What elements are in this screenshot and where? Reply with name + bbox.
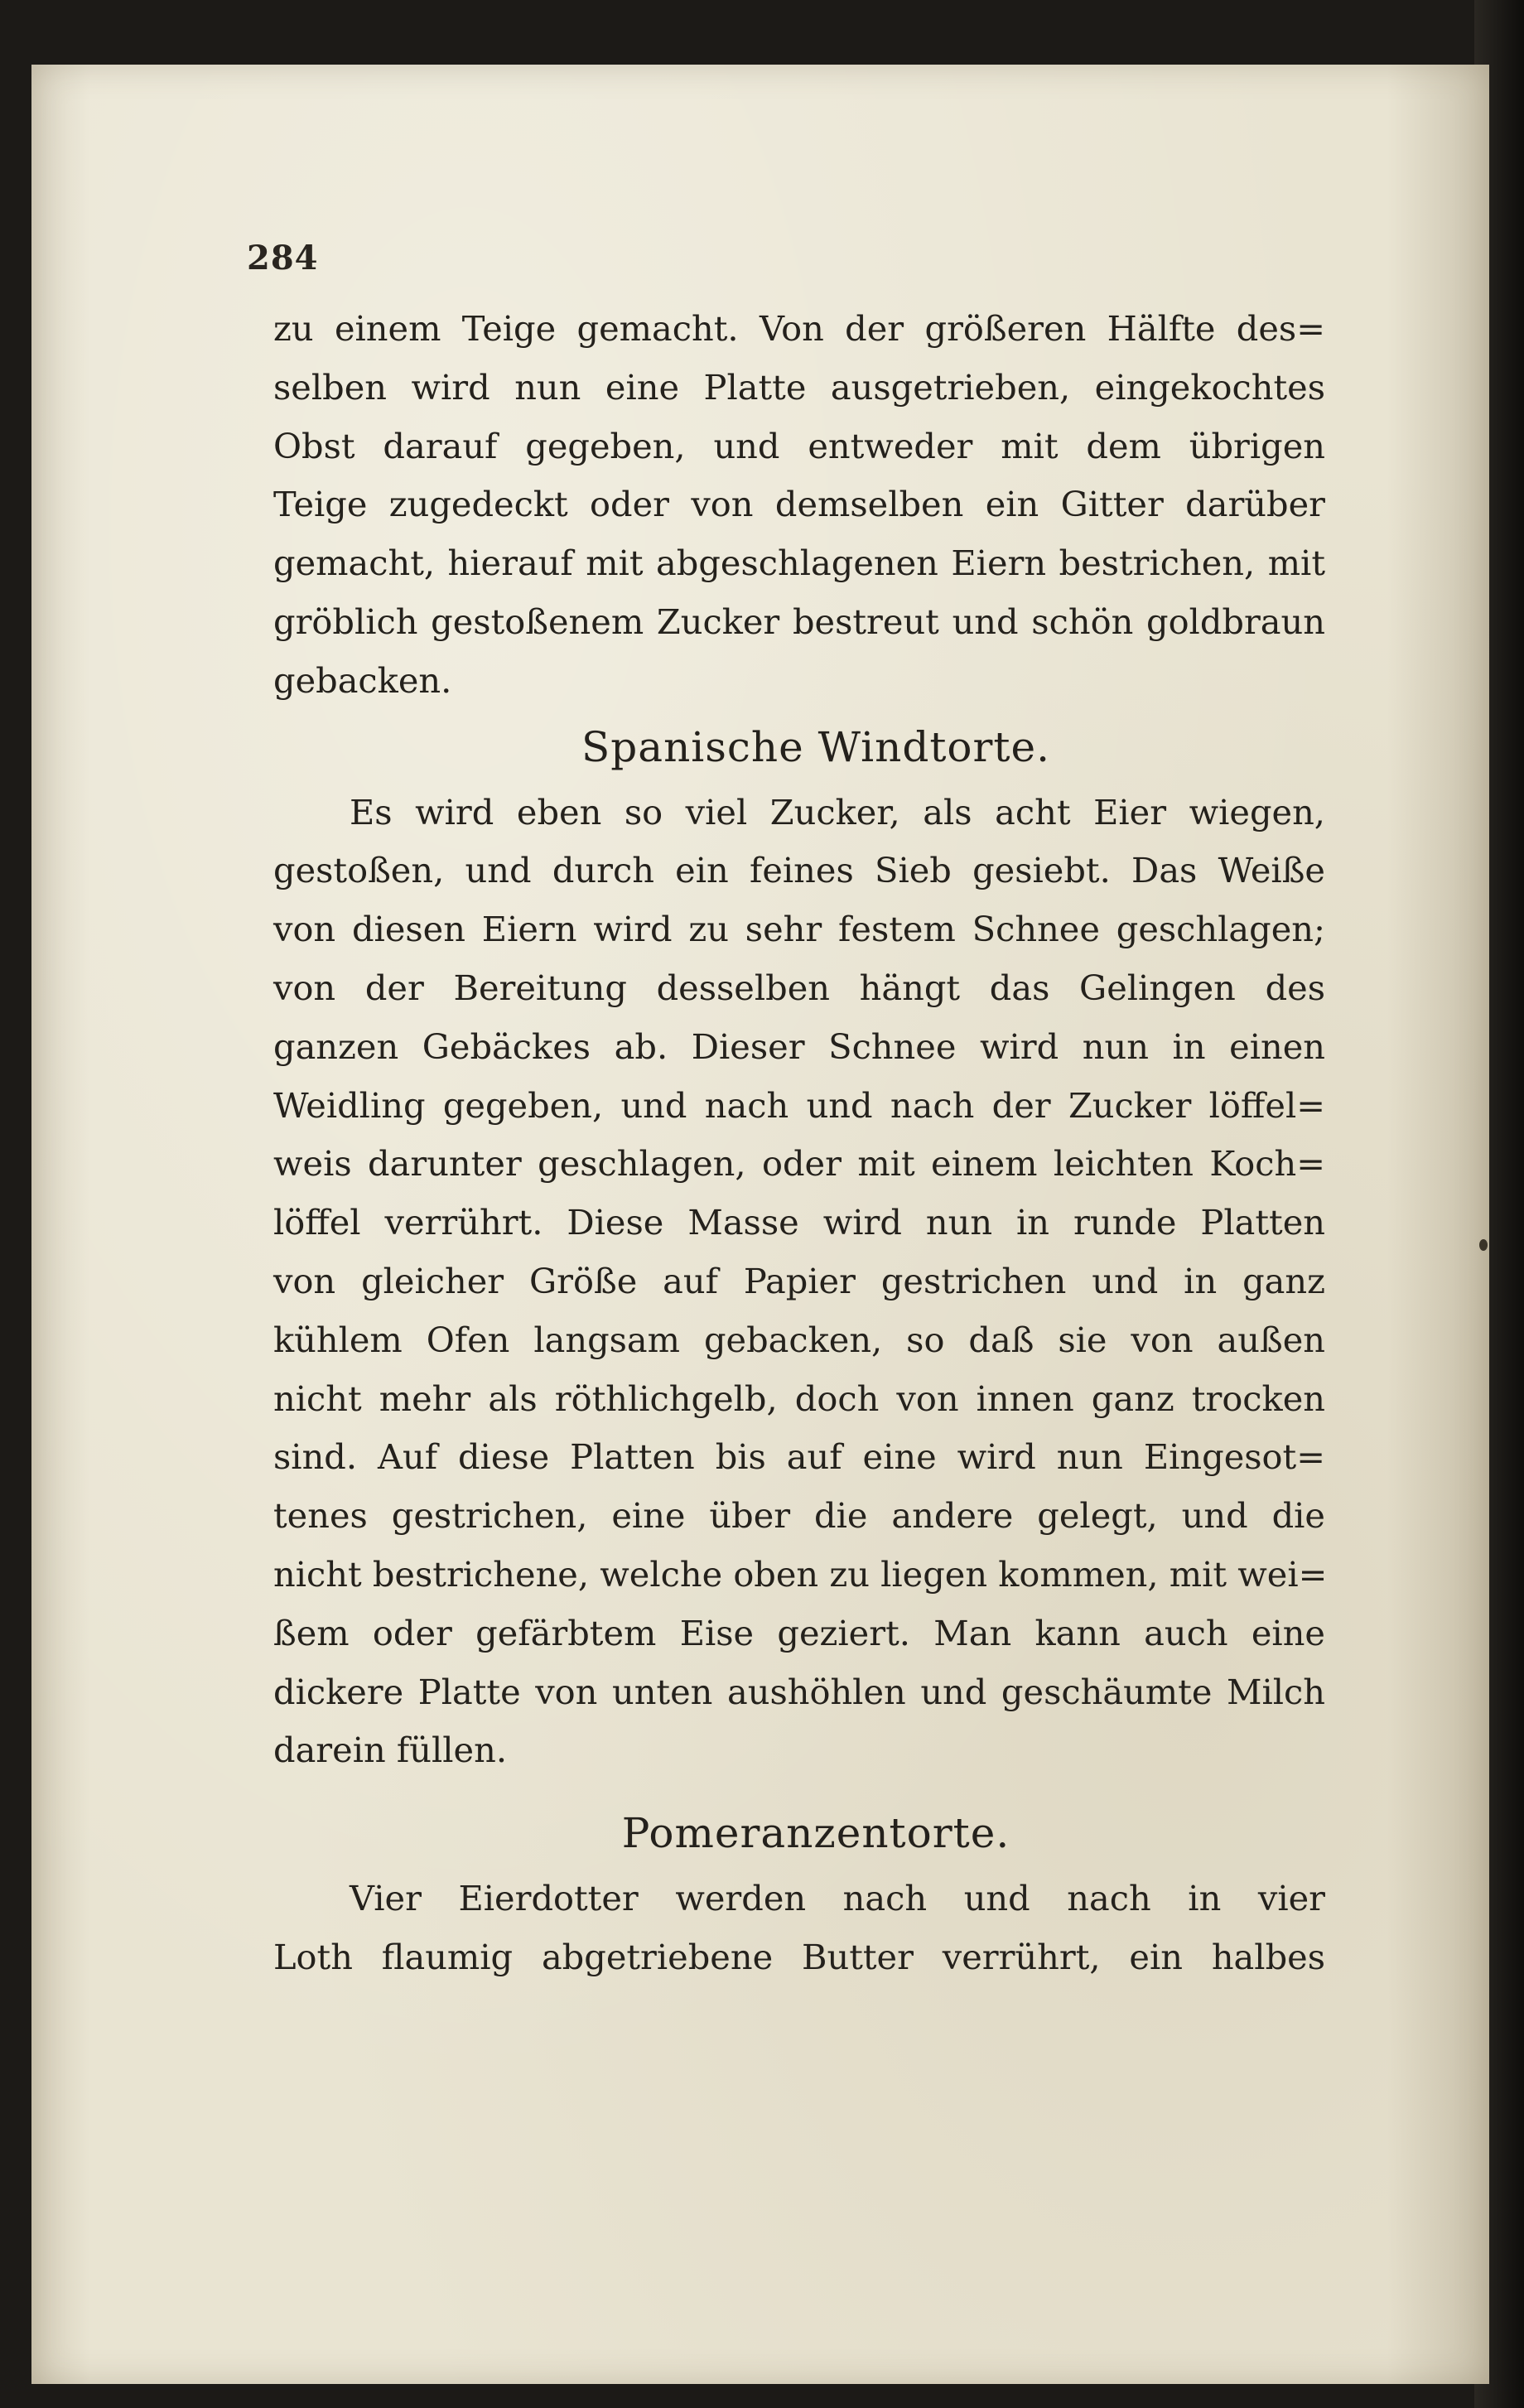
paragraph-intro [273,300,1325,711]
text-line: Obst darauf gegeben, und entweder mit dem übrigen [273,425,1325,466]
text-line: ganzen Gebäckes ab. Dieser Schnee wird nun in einen [273,1025,1325,1067]
text-line: tenes gestrichen, eine über die andere gelegt, und die [273,1495,1325,1537]
paragraph-pomeranzentorte [273,1870,1325,1987]
text-line: von diesen Eiern wird zu sehr festem Schnee geschlagen; [273,909,1325,950]
text-line: von der Bereitung desselben hängt das Gelingen des [273,967,1325,1008]
text-line: selben wird nun eine Platte ausgetrieben, eingekochtes [273,366,1325,408]
text-line: Vier Eierdotter werden nach und nach in vier [350,1878,1325,1919]
text-line: gestoßen, und durch ein feines Sieb gesiebt. Das Weiße [273,850,1325,891]
text-line: Teige zugedeckt oder von demselben ein Gitter darüber [273,484,1325,525]
page-number: 284 [247,239,319,277]
text-line: von gleicher Größe auf Papier gestrichen und in ganz [273,1260,1325,1301]
text-line: nicht mehr als röthlichgelb, doch von innen ganz trocken [273,1378,1325,1419]
page-text [273,300,1328,1987]
text-line: zu einem Teige gemacht. Von der größeren Hälfte des= [273,308,1325,349]
text-line: weis darunter geschlagen, oder mit einem leichten Koch= [273,1143,1325,1185]
text-line: ßem oder gefärbtem Eise geziert. Man kann auch eine [273,1612,1325,1653]
text-line: Loth flaumig abgetriebene Butter verrührt, ein halbes [273,1936,1325,1977]
text-line: darein füllen. [273,1730,508,1771]
text-line: nicht bestrichene, welche oben zu liegen kommen, mit wei= [273,1553,1328,1595]
text-line: gröblich gestoßenem Zucker bestreut und schön goldbraun [273,601,1325,642]
text-line: Es wird eben so viel Zucker, als acht Eier wiegen, [350,791,1325,832]
recipe-heading-windtorte: Spanische Windtorte. [581,722,1050,771]
paragraph-windtorte [273,784,1328,1781]
text-line: kühlem Ofen langsam gebacken, so daß sie von außen [273,1319,1325,1360]
ink-speck [1479,1239,1488,1251]
text-line: gebacken. [273,659,452,701]
text-line: sind. Auf diese Platten bis auf eine wird nun Eingesot= [273,1436,1325,1478]
recipe-heading-pomeranzentorte: Pomeranzentorte. [621,1809,1010,1858]
text-line: löffel verrührt. Diese Masse wird nun in runde Platten [273,1202,1325,1243]
text-line: dickere Platte von unten aushöhlen und geschäumte Milch [273,1671,1325,1712]
text-line: Weidling gegeben, und nach und nach der Zucker löffel= [273,1084,1325,1126]
text-line: gemacht, hierauf mit abgeschlagenen Eiern bestrichen, mit [273,543,1325,584]
